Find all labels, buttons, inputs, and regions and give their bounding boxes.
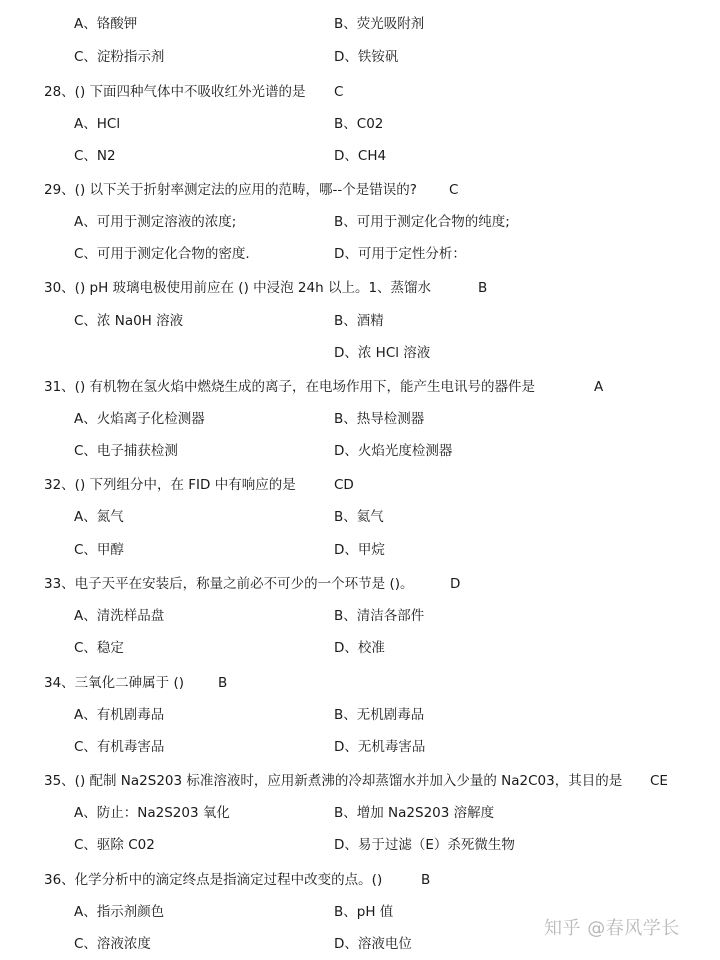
answer-key: D	[450, 576, 461, 592]
question-text: 32、() 下列组分中，在 FID 中有响应的是	[44, 477, 296, 493]
question-text: 31、() 有机物在氢火焰中燃烧生成的离子，在电场作用下，能产生电讯号的器件是	[44, 379, 536, 395]
option-row	[0, 409, 720, 429]
option-row	[0, 803, 720, 823]
option-right: B、酒精	[334, 313, 384, 329]
option-right: D、浓 HCl 溶液	[334, 345, 431, 361]
option-row	[0, 212, 720, 232]
option-row	[0, 705, 720, 725]
option-row	[0, 540, 720, 560]
option-row	[0, 638, 720, 658]
option-row	[0, 114, 720, 134]
option-row	[0, 343, 720, 363]
option-row	[0, 14, 720, 34]
option-right: D、无机毒害品	[334, 739, 426, 755]
option-right: D、易于过滤（E）杀死微生物	[334, 837, 515, 853]
option-row	[0, 606, 720, 626]
option-row	[0, 507, 720, 527]
option-left: A、HCl	[74, 116, 121, 132]
question-line	[44, 574, 720, 594]
question-line	[44, 771, 720, 791]
question-text: 35、() 配制 Na2S203 标准溶液时，应用新煮沸的冷却蒸馏水并加入少量的 Na2C03，其目的是	[44, 773, 623, 789]
question-line	[44, 673, 720, 693]
answer-key: B	[218, 675, 228, 691]
option-right: B、氦气	[334, 509, 384, 525]
option-row	[0, 47, 720, 67]
answer-key: B	[478, 280, 488, 296]
answer-key: C	[449, 182, 459, 198]
option-left: C、淀粉指示剂	[74, 49, 165, 65]
option-right: B、可用于测定化合物的纯度;	[334, 214, 510, 230]
option-left: C、稳定	[74, 640, 124, 656]
question-line	[44, 377, 720, 397]
option-left: C、可用于测定化合物的密度.	[74, 246, 250, 262]
option-right: B、无机剧毒品	[334, 707, 425, 723]
option-left: A、防止：Na2S203 氧化	[74, 805, 230, 821]
option-right: D、溶液电位	[334, 936, 412, 952]
option-left: A、清洗样品盘	[74, 608, 165, 624]
option-right: B、热导检测器	[334, 411, 425, 427]
option-row	[0, 737, 720, 757]
option-left: C、电子捕获检测	[74, 443, 178, 459]
option-left: A、氮气	[74, 509, 124, 525]
option-left: C、浓 Na0H 溶液	[74, 313, 184, 329]
question-text: 28、() 下面四种气体中不吸收红外光谱的是	[44, 84, 306, 100]
answer-key: CE	[650, 773, 668, 789]
question-text: 30、() pH 玻璃电极使用前应在 () 中浸泡 24h 以上。1、蒸馏水	[44, 280, 432, 296]
option-left: C、有机毒害品	[74, 739, 165, 755]
option-row	[0, 311, 720, 331]
option-right: D、CH4	[334, 148, 387, 164]
watermark: 知乎 @春风学长	[544, 918, 680, 939]
option-right: D、火焰光度检测器	[334, 443, 453, 459]
question-line	[44, 278, 720, 298]
option-row	[0, 244, 720, 264]
option-left: C、N2	[74, 148, 116, 164]
question-line	[44, 82, 720, 102]
option-right: B、清洁各部件	[334, 608, 425, 624]
option-left: A、指示剂颜色	[74, 904, 165, 920]
question-text: 33、电子天平在安装后，称量之前必不可少的一个环节是 ()。	[44, 576, 414, 592]
question-line	[44, 180, 720, 200]
option-left: C、溶液浓度	[74, 936, 151, 952]
question-line	[44, 870, 720, 890]
option-row	[0, 835, 720, 855]
option-right: B、荧光吸附剂	[334, 16, 425, 32]
option-right: B、增加 Na2S203 溶解度	[334, 805, 495, 821]
answer-key: C	[334, 84, 344, 100]
option-right: B、pH 值	[334, 904, 394, 920]
question-line	[44, 475, 720, 495]
question-text: 29、() 以下关于折射率测定法的应用的范畴，哪--个是错误的?	[44, 182, 417, 198]
option-row	[0, 146, 720, 166]
option-left: C、驱除 C02	[74, 837, 155, 853]
option-right: D、甲烷	[334, 542, 385, 558]
answer-key: A	[594, 379, 604, 395]
option-row	[0, 441, 720, 461]
option-left: A、有机剧毒品	[74, 707, 165, 723]
option-right: D、校准	[334, 640, 385, 656]
option-left: C、甲醇	[74, 542, 124, 558]
answer-key: B	[421, 872, 431, 888]
answer-key: CD	[334, 477, 354, 493]
option-right: D、可用于定性分析：	[334, 246, 466, 262]
option-right: B、C02	[334, 116, 384, 132]
option-left: A、火焰离子化检测器	[74, 411, 205, 427]
option-left: A、铬酸钾	[74, 16, 138, 32]
question-text: 34、三氧化二砷属于 ()	[44, 675, 185, 691]
question-text: 36、化学分析中的滴定终点是指滴定过程中改变的点。()	[44, 872, 383, 888]
option-right: D、铁铵矾	[334, 49, 399, 65]
option-left: A、可用于测定溶液的浓度;	[74, 214, 237, 230]
